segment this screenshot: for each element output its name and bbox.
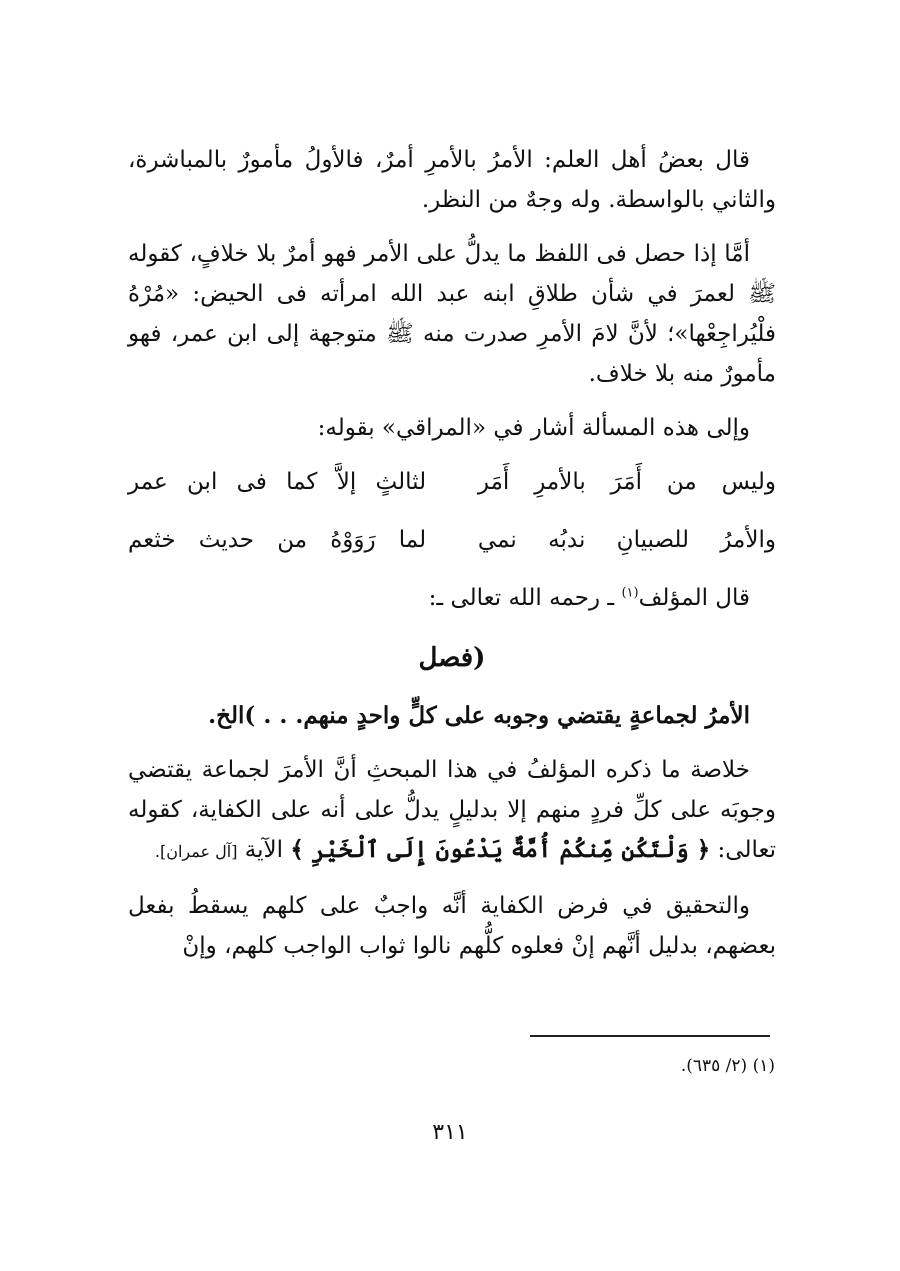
quran-reference: [آل عمران]. — [154, 842, 238, 861]
paragraph-2: أمَّا إذا حصل فى اللفظ ما يدلُّ على الأمر فهو أمرٌ بلا خلافٍ، كقوله ﷺ لعمرَ في شأن طلاقِ ابنه عبد الله امرأته فى الحيض: «مُرْهُ فلْيُراجِعْها»؛ لأنَّ لامَ الأمرِ صدرت منه ﷺ متوجهة إلى ابن عمر، فهو مأمورٌ منه بلا خلاف. — [128, 241, 777, 387]
author-line — [128, 578, 776, 618]
verse-2-second-hemistich: لما رَوَوْهُ من حديث خثعم — [128, 527, 427, 553]
footnote-marker: (١) — [621, 585, 639, 601]
section-heading: (فصل — [418, 643, 486, 673]
paragraph-1: قال بعضُ أهل العلم: الأمرُ بالأمرِ أمرٌ، فالأولُ مأمورٌ بالمباشرة، والثاني بالواسطة. وله وجهٌ من النظر. — [128, 147, 776, 213]
paragraph-3: وإلى هذه المسألة أشار في «المراقي» بقوله: — [317, 415, 750, 441]
quran-verse: ﴿ وَلْتَكُن مِّنكُمْ أُمَّةٌ يَدْعُونَ إِلَى ٱلْخَيْرِ ﴾ — [290, 836, 711, 863]
verse-1-second-hemistich: لثالثٍ إلاَّ كما فى ابن عمر — [128, 469, 427, 495]
page-number: ٣١١ — [432, 1120, 468, 1145]
last-paragraph: والتحقيق في فرض الكفاية أنَّه واجبٌ على كلهم يسقطُ بفعل بعضهم، بدليل أنَّهم إنْ فعلوه كلُّهم نالوا ثواب الواجب كلهم، وإنْ — [128, 893, 776, 959]
verse-2-first-hemistich: والأمرُ للصبيانِ ندبُه نمي — [477, 527, 776, 553]
summary-paragraph — [128, 750, 776, 872]
verse-1-first-hemistich: وليس من أَمَرَ بالأمرِ أَمَر — [477, 469, 776, 495]
summary-text: خلاصة ما ذكره المؤلفُ في هذا المبحثِ أنَّ الأمرَ لجماعة يقتضي وجوبَه على كلِّ فردٍ منهم إلا بدليلٍ يدلُّ على أنه على الكفاية، كقوله تعالى: — [128, 757, 776, 863]
bold-statement: الأمرُ لجماعةٍ يقتضي وجوبه على كلٍّ واحدٍ منهم. . . )الخ. — [208, 702, 750, 729]
footnote-divider — [530, 1035, 770, 1037]
footnote: (١) (٢/ ٦٣٥). — [680, 1056, 775, 1076]
author-line-before: قال المؤلف — [638, 585, 750, 611]
author-line-after: ـ رحمه الله تعالى ـ: — [428, 585, 622, 611]
page-body — [128, 140, 776, 980]
summary-after-quran: الآية — [237, 837, 291, 863]
verse-line-2 — [128, 520, 776, 560]
verse-line-1 — [128, 462, 776, 502]
